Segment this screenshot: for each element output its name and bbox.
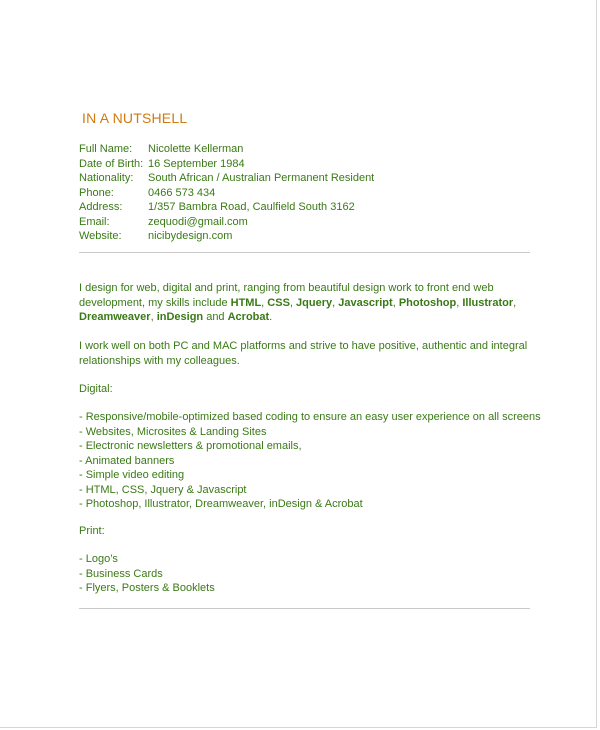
list-item: - Electronic newsletters & promotional emails,	[79, 440, 302, 452]
info-label: Email:	[79, 215, 110, 228]
list-item: - Flyers, Posters & Booklets	[79, 582, 215, 594]
skill-dreamweaver: Dreamweaver	[79, 311, 151, 323]
digital-list	[79, 410, 541, 512]
info-value: 0466 573 434	[148, 186, 216, 199]
divider	[79, 608, 530, 609]
list-item: - Business Cards	[79, 567, 163, 580]
skill-html: HTML	[230, 296, 262, 309]
info-label: Website:	[79, 230, 122, 242]
list-item: - Responsive/mobile-optimized based coding to ensure an easy user experience on all screens	[79, 411, 541, 423]
print-heading: Print:	[79, 525, 105, 537]
info-label: Nationality:	[79, 172, 134, 184]
info-label: Address:	[79, 201, 123, 213]
divider	[79, 252, 530, 253]
info-value: zequodi@gmail.com	[148, 215, 248, 228]
info-value: South African / Australian Permanent Resident	[148, 172, 375, 184]
info-row-full-name	[79, 142, 374, 157]
info-value: 16 September 1984	[148, 157, 245, 170]
skill-indesign: inDesign	[156, 311, 204, 323]
personal-info	[79, 142, 374, 244]
info-value: nicibydesign.com	[148, 230, 233, 242]
list-item: - Websites, Microsites & Landing Sites	[79, 425, 267, 438]
platforms-paragraph: I work well on both PC and MAC platforms and strive to have positive, authentic and integral relationships with my colleagues.	[79, 340, 528, 367]
info-label: Date of Birth:	[79, 157, 144, 170]
info-row-website	[79, 229, 374, 244]
skill-illustrator: Illustrator	[462, 296, 514, 309]
skill-css: CSS	[267, 296, 290, 309]
list-item: - Photoshop, Illustrator, Dreamweaver, inDesign & Acrobat	[79, 498, 363, 510]
section-title: IN A NUTSHELL	[82, 110, 188, 126]
info-row-date-of-birth	[79, 157, 374, 172]
info-row-nationality	[79, 171, 374, 186]
info-label: Phone:	[79, 186, 114, 199]
info-label: Full Name:	[79, 143, 133, 155]
list-item: - Simple video editing	[79, 469, 185, 481]
intro-paragraph: I design for web, digital and print, ranging from beautiful design work to front end web development, my skills include HTML, CSS, Jquery, Javascript, Photoshop, Illustrator, Dreamweaver, inDesign and Acrobat.	[79, 282, 517, 323]
skill-acrobat: Acrobat	[227, 311, 270, 323]
info-value: Nicolette Kellerman	[148, 143, 244, 155]
digital-heading: Digital:	[79, 383, 113, 395]
info-row-email	[79, 215, 374, 230]
list-item: - HTML, CSS, Jquery & Javascript	[79, 483, 247, 496]
list-item: - Animated banners	[79, 454, 175, 467]
info-row-phone	[79, 186, 374, 201]
info-value: 1/357 Bambra Road, Caulfield South 3162	[148, 201, 355, 213]
skill-photoshop: Photoshop	[398, 296, 457, 309]
list-item: - Logo’s	[79, 553, 118, 565]
skill-jquery: Jquery	[296, 296, 333, 309]
info-row-address	[79, 200, 374, 215]
skill-javascript: Javascript	[338, 296, 393, 309]
print-list	[79, 552, 534, 596]
